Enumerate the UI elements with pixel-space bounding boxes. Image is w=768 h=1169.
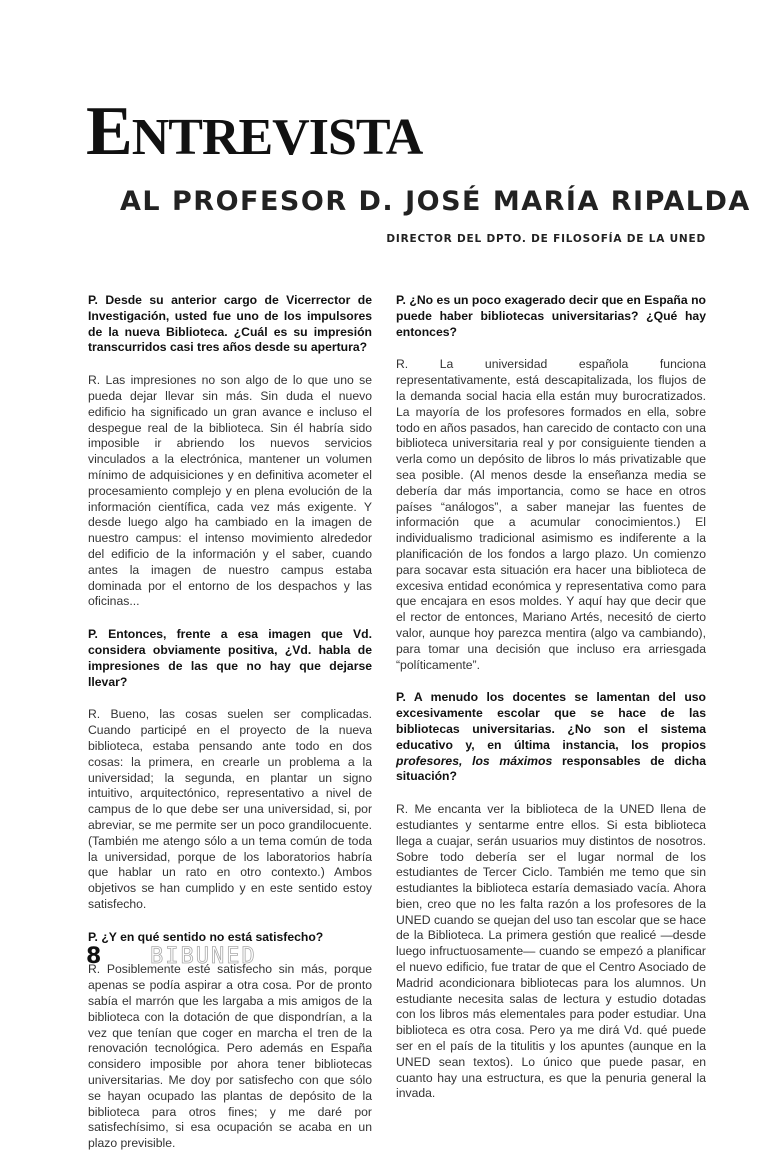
bibuned-logo: BIBUNED [150, 944, 257, 969]
page-title [86, 92, 422, 172]
question [396, 690, 706, 785]
question: P. ¿Y en qué sentido no está satisfecho? [88, 929, 324, 944]
title-initial: E [86, 93, 132, 170]
answer: R. Me encanta ver la biblioteca de la UNED llena de estudiantes y sentarme entre ellos. Si esta biblioteca llega a cuajar, serán usuarios muy distintos de nosotros. Sobre todo debería ser el lugar normal de los estudiantes de Tercer Ciclo. También me temo que sin estudiantes la biblioteca estaría demasiado vacía. Ahora bien, creo que no les falta razón a los profesores de la UNED cuando se quejan del uso tan escolar que se hace de la Biblioteca. La primera gestión que realicé —desde luego infructuosamente— cuando se empezó a planificar el nuevo edificio, fue tratar de que el Centro Asociado de Madrid acondicionara bibliotecas para los alumnos. Un estudiante necesita salas de lectura y estudio dotadas con los libros más elementales para poder estudiar. Una biblioteca es otra cosa. Pero ya me dirá Vd. qué puede ser en el país de la titulitis y los apuntes (aunque en la UNED sean textos). Lo único que puede pasar, en cuanto hay una estructura, es que la penuria general la invada. [396, 802, 706, 1101]
answer: R. Posiblemente esté satisfecho sin más, porque apenas se podía aspirar a otra cosa. Por de pronto sabía el marrón que les largaba a mis amigos de la biblioteca con la dotación de que dispondrían, a la vez que tenían que coger en marcha el tren de la renovación tecnológica. Pero además en España considero imposible por ahora tener bibliotecas universitarias. Me doy por satisfecho con que sólo se hayan ocupado las plantas de depósito de la biblioteca para otros fines; y me daré por satisfechísimo, si esa ocupación se acaba en un plazo previsible. [88, 962, 372, 1151]
question-text: P. A menudo los docentes se lamentan del uso excesivamente escolar que se hace de las bibliotecas universitarias. ¿No son el sistema educativo y, en última instancia, los propios profesores, los máximos responsables de dicha situación? [396, 690, 706, 784]
interviewee-role: DIRECTOR DEL DPTO. DE FILOSOFÍA DE LA UNED [386, 233, 706, 245]
left-column [88, 293, 372, 1169]
answer: R. Bueno, las cosas suelen ser complicadas. Cuando participé en el proyecto de la nueva biblioteca, estaba pensando ante todo en dos cosas: la primera, en crearle un problema a la universidad; la segunda, en plantar un signo intuitivo, arquitectónico, representativo a nivel de campus de lo que debe ser una universidad, si, por abreviar, se me permite ser un poco grandilocuente. (También me atengo sólo a un tema común de toda la universidad, porque de los laboratorios habría que hablar un rato en otro contexto.) Ambos objetivos se han cumplido y en este sentido estoy satisfecho. [88, 707, 372, 911]
title-rest: NTREVISTA [131, 109, 423, 166]
question: P. ¿No es un poco exagerado decir que en España no puede haber bibliotecas universitarias? ¿Qué hay entonces? [396, 293, 706, 339]
page-number: 8 [86, 944, 102, 969]
right-column [396, 293, 706, 1119]
question: P. Desde su anterior cargo de Vicerrector de Investigación, usted fue uno de los impulsores de la nueva Biblioteca. ¿Cuál es su impresión transcurridos casi tres años desde su apertura? [88, 293, 372, 355]
italic-phrase: profesores, los máximos [396, 753, 553, 768]
question: P. Entonces, frente a esa imagen que Vd. considera obviamente positiva, ¿Vd. habla de impresiones de las que no hay que dejarse llevar? [88, 627, 372, 689]
answer: R. La universidad española funciona representativamente, está descapitalizada, los flujos de la demanda social hacia ella están muy burocratizados. La mayoría de los profesores formados en ella, sobre todo en años pasados, han carecido de contacto con una biblioteca universitaria real y por consiguiente tienden a verla como un depósito de libros lo más privatizable que sea posible. (Al menos desde la enseñanza media se debería dar más importancia, como se hace en otros países “análogos”, a saber manejar las fuentes de información que a acumular conocimientos.) El individualismo tradicional asimismo es indiferente a la planificación de los fondos a largo plazo. Un comienzo para socavar esta situación era hacer una biblioteca de excesiva entidad económica y representativa como para que encajara en esos moldes. Y aquí hay que decir que el rector de entonces, Mariano Artés, necesitó de cierto valor, aunque hoy parezca mentira (algo va cambiando), para tomar una decisión que incluso era arriesgada “políticamente”. [396, 357, 706, 672]
answer: R. Las impresiones no son algo de lo que uno se pueda dejar llevar sin más. Sin duda el nuevo edificio ha significado un gran avance e incluso el despegue real de la biblioteca. Sin él habría sido imposible ir abriendo los nuevos servicios vinculados a la electrónica, mantener un volumen mínimo de adquisiciones y en definitiva acometer el procesamiento complejo y en plena evolución de la información científica, cada vez más exigente. Y desde luego algo ha cambiado en la imagen de nuestro campus: el intenso movimiento alrededor del edificio de la información y el saber, cuando antes la imagen de nuestro campus estaba dominada por el entorno de los despachos y las oficinas... [88, 373, 372, 609]
subtitle: AL PROFESOR D. JOSÉ MARÍA RIPALDA [120, 186, 751, 217]
